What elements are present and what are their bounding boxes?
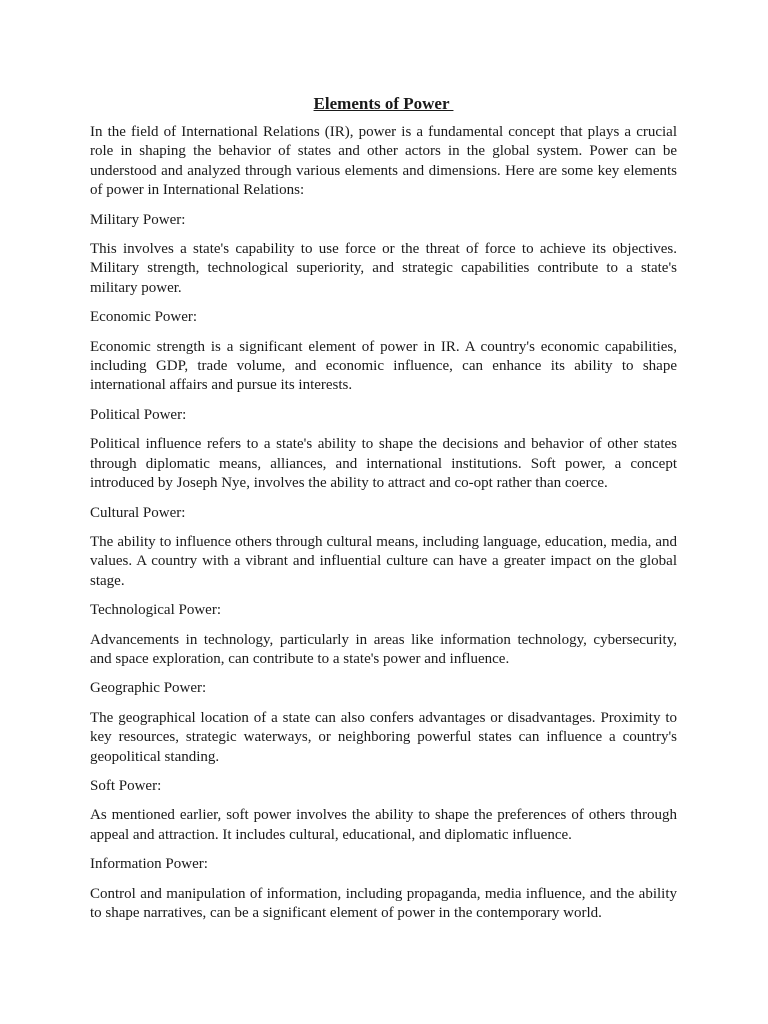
- section-body-information: Control and manipulation of information, including propaganda, media influence, and the ability to shape narratives, can be a significant element of power in the contemporary world.: [90, 885, 677, 921]
- section-heading-soft: Soft Power:: [90, 777, 162, 794]
- section-heading-technological: Technological Power:: [90, 602, 221, 619]
- section-body-soft: As mentioned earlier, soft power involves the ability to shape the preferences of others through appeal and attraction. It includes cultural, educational, and diplomatic influence.: [90, 807, 677, 843]
- section-heading-geographic: Geographic Power:: [90, 680, 207, 697]
- section-heading-cultural: Cultural Power:: [90, 504, 186, 521]
- intro-paragraph: In the field of International Relations (IR), power is a fundamental concept that plays a crucial role in shaping the behavior of states and other actors in the global system. Power can be understood and analyzed through various elements and dimensions. Here are some key elements of power in International Relations:: [90, 124, 677, 199]
- section-heading-political: Political Power:: [90, 406, 187, 423]
- section-body-technological: Advancements in technology, particularly in areas like information technology, cybersecurity, and space exploration, can contribute to a state's power and influence.: [90, 631, 677, 667]
- section-body-economic: Economic strength is a significant element of power in IR. A country's economic capabilities, including GDP, trade volume, and economic influence, can enhance its ability to shape international affairs and pursue its interests.: [90, 338, 677, 394]
- section-heading-information: Information Power:: [90, 856, 208, 873]
- section-body-cultural: The ability to influence others through cultural means, including language, education, media, and values. A country with a vibrant and influential culture can have a greater impact on the global stage.: [90, 533, 677, 589]
- section-heading-military: Military Power:: [90, 211, 186, 228]
- section-body-geographic: The geographical location of a state can also confers advantages or disadvantages. Proximity to key resources, strategic waterways, or neighboring powerful states can influence a country's geopolitical standing.: [90, 709, 677, 765]
- section-body-military: This involves a state's capability to use force or the threat of force to achieve its objectives. Military strength, technological superiority, and strategic capabilities contribute to a state's military power.: [90, 241, 677, 296]
- section-heading-economic: Economic Power:: [90, 309, 198, 326]
- section-body-political: Political influence refers to a state's ability to shape the decisions and behavior of other states through diplomatic means, alliances, and international institutions. Soft power, a concept introduced by Joseph Nye, involves the ability to attract and co-opt rather than coerce.: [90, 436, 677, 492]
- document-title: Elements of Power: [313, 94, 454, 113]
- document-page: [90, 92, 677, 933]
